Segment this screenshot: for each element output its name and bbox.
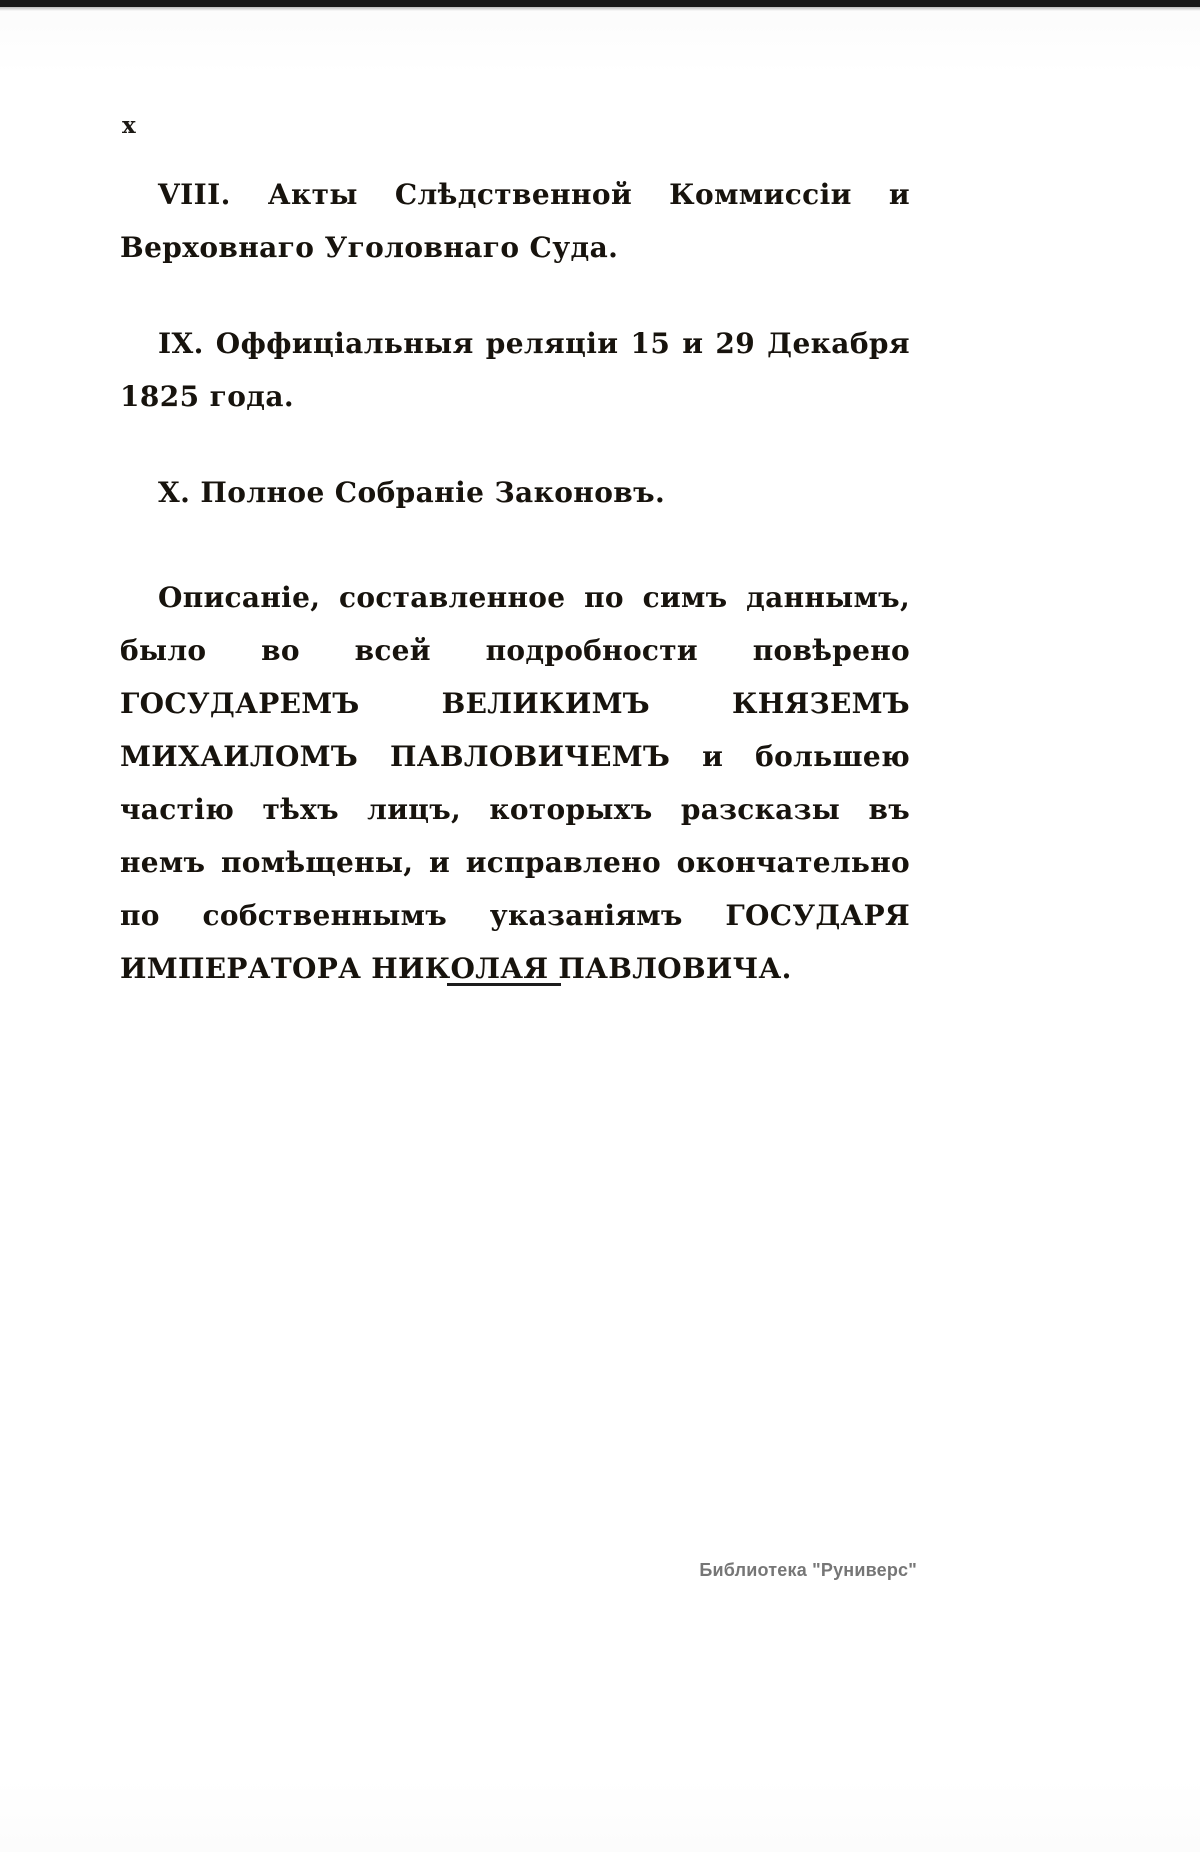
library-watermark: Библиотека "Руниверс": [699, 1560, 917, 1580]
text-block: [120, 168, 910, 995]
toc-item-viii: VIII. Акты Слѣдственной Коммиссіи и Верховнаго Уголовнаго Суда.: [120, 178, 910, 264]
page-number: x: [122, 112, 136, 139]
toc-item-ix: IX. Оффиціальныя реляціи 15 и 29 Декабря 1825 года.: [120, 327, 910, 413]
body-paragraph: Описаніе, составленное по симъ даннымъ, было во всей подробности повѣрено ГОСУДАРЕМЪ ВЕЛИКИМЪ КНЯЗЕМЪ МИХАИЛОМЪ ПАВЛОВИЧЕМЪ и большею частію тѣхъ лицъ, которыхъ разсказы въ немъ помѣщены, и исправлено окончательно по собственнымъ указаніямъ ГОСУДАРЯ ИМПЕРАТОРА НИКОЛАЯ ПАВЛОВИЧА.: [120, 581, 910, 985]
scan-edge-artifact: [0, 0, 1200, 7]
toc-item-x: X. Полное Собраніе Законовъ.: [158, 476, 666, 509]
section-end-rule: [447, 983, 561, 986]
